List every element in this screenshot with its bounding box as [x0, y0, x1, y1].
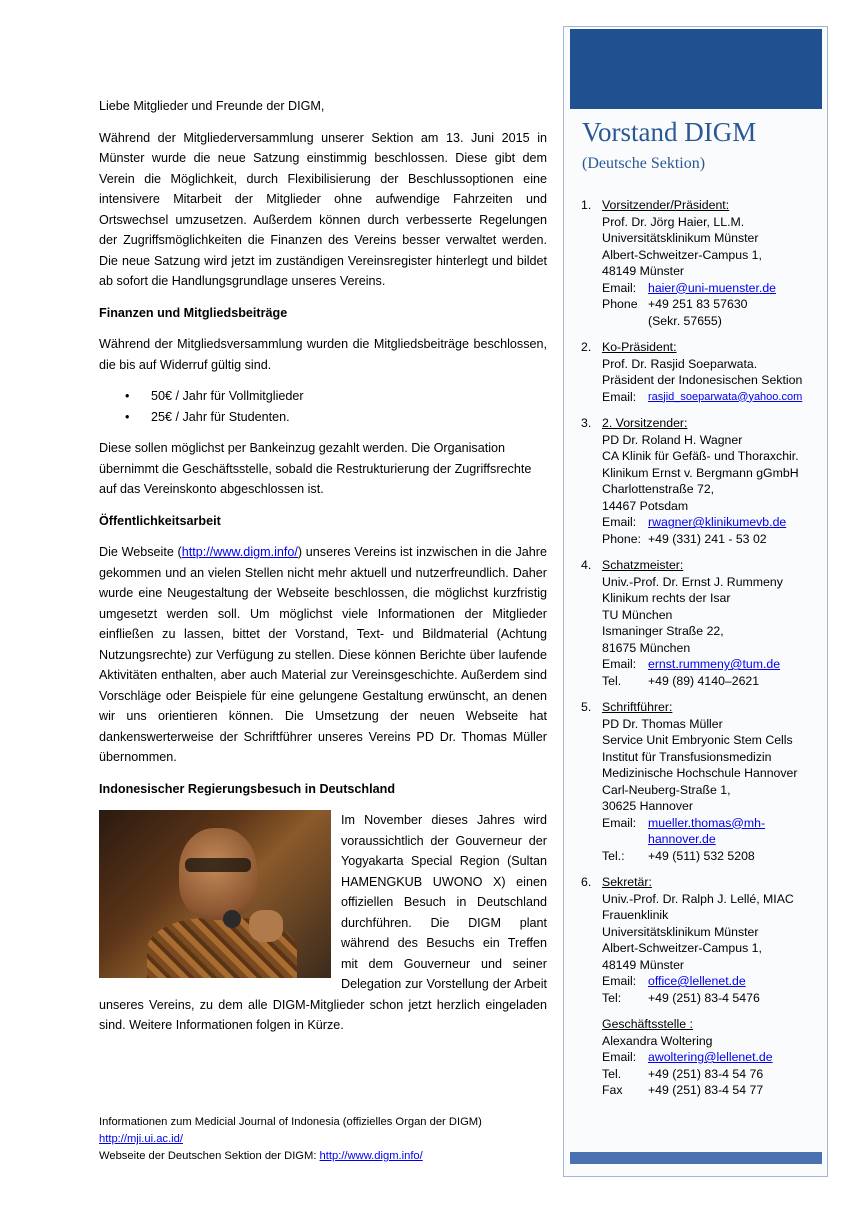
member-address-line: TU München — [602, 607, 673, 622]
member-address-line: Prof. Dr. Jörg Haier, LL.M. — [602, 214, 745, 229]
contact-value: +49 (251) 83-4 54 77 — [648, 1083, 764, 1097]
contact-value: +49 (331) 241 - 53 02 — [648, 531, 767, 546]
website-link[interactable]: http://www.digm.info/ — [181, 545, 298, 559]
member-role: Schriftführer: — [602, 700, 673, 714]
contact-label: Fax — [602, 1083, 623, 1097]
member-address-line: Universitätsklinikum Münster — [602, 924, 759, 939]
contact-row — [602, 848, 826, 865]
board-member — [581, 197, 826, 329]
board-member — [581, 557, 826, 689]
contact-value: +49 (251) 83-4 54 76 — [648, 1066, 764, 1081]
contact-label: Email: — [602, 815, 637, 830]
contact-row — [602, 1066, 826, 1083]
fee-item: • 50€ / Jahr für Vollmitglieder — [125, 386, 547, 407]
letter-body — [99, 96, 547, 1036]
contact-row — [602, 673, 826, 690]
contact-row — [602, 389, 826, 406]
pr-paragraph — [99, 542, 547, 768]
journal-link[interactable]: http://mji.ui.ac.id/ — [99, 1133, 183, 1145]
contact-row — [602, 296, 826, 313]
fee-list — [99, 386, 547, 427]
office-block — [602, 1016, 826, 1099]
contact-row — [602, 656, 826, 673]
contact-row — [602, 990, 826, 1007]
member-address-line: Carl-Neuberg-Straße 1, — [602, 782, 731, 797]
board-sidebar — [563, 26, 828, 1177]
member-address-line: Service Unit Embryonic Stem Cells — [602, 733, 793, 747]
contact-label: Email: — [602, 657, 637, 671]
contact-row — [602, 280, 826, 297]
sidebar-header-bar — [570, 29, 822, 109]
email-link[interactable]: office@lellenet.de — [648, 974, 746, 988]
member-address-line: Institut für Transfusionsmedizin — [602, 749, 772, 764]
contact-label: Tel. — [602, 1066, 622, 1081]
member-number: 5. — [581, 700, 592, 714]
visit-heading: Indonesischer Regierungsbesuch in Deutschland — [99, 781, 396, 796]
finance-heading: Finanzen und Mitgliedsbeiträge — [99, 305, 288, 320]
board-member-list — [581, 197, 826, 1099]
member-address-line: 81675 München — [602, 640, 691, 655]
email-link[interactable]: mueller.thomas@mh-hannover.de — [648, 815, 766, 846]
office-role: Geschäftsstelle : — [602, 1017, 693, 1031]
member-address-line: Univ.-Prof. Dr. Ralph J. Lellé, MIAC — [602, 891, 794, 906]
member-role: Sekretär: — [602, 875, 652, 889]
contact-row — [602, 531, 826, 548]
contact-label: Phone — [602, 297, 638, 311]
visit-paragraph: Im November dieses Jahres wird voraussichtlich der Gouverneur der Yogyakarta Special Region (Sultan HAMENGKUB UWONO X) einen offiziellen Besuch in Deutschland durchführen. Die DIGM plant während des Besuchs ein Treffen mit dem Gouverneur und seiner Delegation zur Vorstellung der Arbeit unseres Vereins, zu dem alle DIGM-Mitglieder schon jetzt herzlich eingeladen sind. Weitere Informationen folgen in Kürze. — [99, 813, 547, 1032]
contact-label: Phone: — [602, 531, 641, 546]
contact-row — [602, 815, 826, 848]
member-number: 3. — [581, 416, 592, 430]
member-address-line: Klinikum Ernst v. Bergmann gGmbH — [602, 465, 799, 480]
member-address-line: 14467 Potsdam — [602, 498, 689, 513]
contact-value: +49 (89) 4140–2621 — [648, 673, 760, 688]
fee-item: • 25€ / Jahr für Studenten. — [125, 407, 547, 428]
member-address-line: CA Klinik für Gefäß- und Thoraxchir. — [602, 449, 799, 463]
member-role: Ko-Präsident: — [602, 340, 677, 354]
footer-journal-text: Informationen zum Medicial Journal of Indonesia (offizielles Organ der DIGM) — [99, 1116, 482, 1128]
contact-value: +49 (511) 532 5208 — [648, 848, 755, 863]
board-member — [581, 415, 826, 547]
member-number: 1. — [581, 198, 592, 212]
footer-website-text: Webseite der Deutschen Sektion der DIGM: — [99, 1150, 320, 1162]
member-address-line: Albert-Schweitzer-Campus 1, — [602, 247, 762, 262]
member-address-line: Klinikum rechts der Isar — [602, 591, 731, 605]
member-address-line: Ismaninger Straße 22, — [602, 624, 724, 638]
member-address-line: Univ.-Prof. Dr. Ernst J. Rummeny — [602, 574, 783, 589]
contact-label: Tel.: — [602, 848, 625, 863]
email-link[interactable]: rwagner@klinikumevb.de — [648, 515, 787, 529]
member-address-line: 30625 Hannover — [602, 799, 693, 813]
email-link[interactable]: haier@uni-muenster.de — [648, 280, 777, 295]
contact-label: Email: — [602, 974, 637, 988]
pr-text-pre: Die Webseite ( — [99, 545, 182, 559]
member-number: 2. — [581, 340, 592, 354]
member-address-line: Albert-Schweitzer-Campus 1, — [602, 941, 762, 955]
member-address-line: Universitätsklinikum Münster — [602, 231, 759, 245]
contact-row — [602, 1049, 826, 1066]
contact-row — [602, 313, 826, 330]
governor-photo — [99, 810, 331, 978]
sidebar-subtitle: (Deutsche Sektion) — [582, 155, 706, 172]
microphone-icon — [223, 910, 241, 928]
member-address-line: Präsident der Indonesischen Sektion — [602, 373, 803, 387]
member-role: Schatzmeister: — [602, 558, 684, 572]
contact-label: Tel: — [602, 990, 622, 1005]
board-member — [581, 699, 826, 864]
email-link[interactable]: ernst.rummeny@tum.de — [648, 657, 781, 671]
email-link[interactable]: rasjid_soeparwata@yahoo.com — [648, 390, 803, 403]
greeting: Liebe Mitglieder und Freunde der DIGM, — [99, 99, 325, 113]
member-address-line: PD Dr. Roland H. Wagner — [602, 432, 743, 447]
footer-website-link[interactable]: http://www.digm.info/ — [319, 1150, 423, 1162]
member-number: 6. — [581, 875, 592, 889]
member-address-line: Medizinische Hochschule Hannover — [602, 766, 798, 780]
member-number: 4. — [581, 558, 592, 572]
finance-paragraph-2: Diese sollen möglichst per Bankeinzug gezahlt werden. Die Organisation übernimmt die Geschäftsstelle, sobald die Restrukturierung der Zugriffsrechte auf das Vereinskonto abgeschlossen ist. — [99, 441, 532, 496]
contact-label: Email: — [602, 515, 637, 529]
contact-row — [602, 973, 826, 990]
contact-value: +49 251 83 57630 — [648, 297, 748, 311]
member-address-line: Charlottenstraße 72, — [602, 482, 715, 496]
board-member — [581, 874, 826, 1006]
contact-row — [602, 1082, 826, 1099]
contact-label: Email: — [602, 389, 637, 404]
pr-heading: Öffentlichkeitsarbeit — [99, 513, 221, 528]
pr-text-post: ) unseres Vereins ist inzwischen in die Jahre gekommen und an vielen Stellen nicht mehr aktuell und nutzerfreundlich. Daher wurde eine Neugestaltung der Webseite beschlossen, die möglichst kurzfristig umgesetzt werden soll. Um möglichst viele Informationen der Mitglieder einfließen zu lassen, bittet der Vorstand, Text- und Bildmaterial (Achtung Nutzungsrechte) zur Verfügung zu stellen. Diese können Berichte über laufende Aktivitäten enthalten, aber auch Material zur Vereinsgeschichte. Außerdem sind Vorschläge oder Beispiele für eine gelungene Gestaltung erwünscht, an denen wir uns orientieren können. Die Umsetzung der neuen Webseite hat dankenswerterweise der Schriftführer unseres Vereins PD Dr. Thomas Müller übernommen. — [99, 545, 547, 764]
member-address-line: Frauenklinik — [602, 908, 669, 922]
contact-label: Tel. — [602, 673, 622, 688]
footer — [99, 1114, 482, 1165]
contact-value: +49 (251) 83-4 5476 — [648, 990, 760, 1005]
member-address-line: 48149 Münster — [602, 957, 685, 972]
sidebar-footer-bar — [570, 1152, 822, 1164]
sidebar-title: Vorstand DIGM — [582, 117, 757, 147]
contact-label — [602, 313, 648, 330]
finance-paragraph: Während der Mitgliedsversammlung wurden die Mitgliedsbeiträge beschlossen, die bis auf Widerruf gültig sind. — [99, 337, 547, 372]
contact-label: Email: — [602, 1050, 637, 1064]
contact-row — [602, 514, 826, 531]
member-address-line: PD Dr. Thomas Müller — [602, 716, 723, 731]
member-address-line: 48149 Münster — [602, 264, 685, 278]
office-name: Alexandra Woltering — [602, 1033, 713, 1048]
member-role: 2. Vorsitzender: — [602, 416, 688, 430]
email-link[interactable]: awoltering@lellenet.de — [648, 1050, 773, 1064]
contact-label: Email: — [602, 280, 637, 295]
intro-paragraph: Während der Mitgliederversammlung unserer Sektion am 13. Juni 2015 in Münster wurde die neue Satzung einstimmig beschlossen. Diese gibt dem Verein die Möglichkeit, durch Flexibilisierung der Beschlussoptionen eine intensivere Mitarbeit der Mitglieder ohne aufwendige Fahrzeiten und Ortswechsel umzusetzen. Außerdem können durch verbesserte Regelungen der Zugriffsmöglichkeiten die Finanzen des Vereins besser verwaltet werden. Die neue Satzung wird jetzt im zuständigen Vereinsregister hinterlegt und bildet ab sofort die Handlungsgrundlage unseres Vereins. — [99, 130, 547, 288]
contact-value: (Sekr. 57655) — [648, 313, 722, 328]
board-member — [581, 339, 826, 405]
member-role: Vorsitzender/Präsident: — [602, 198, 730, 212]
member-address-line: Prof. Dr. Rasjid Soeparwata. — [602, 356, 758, 371]
